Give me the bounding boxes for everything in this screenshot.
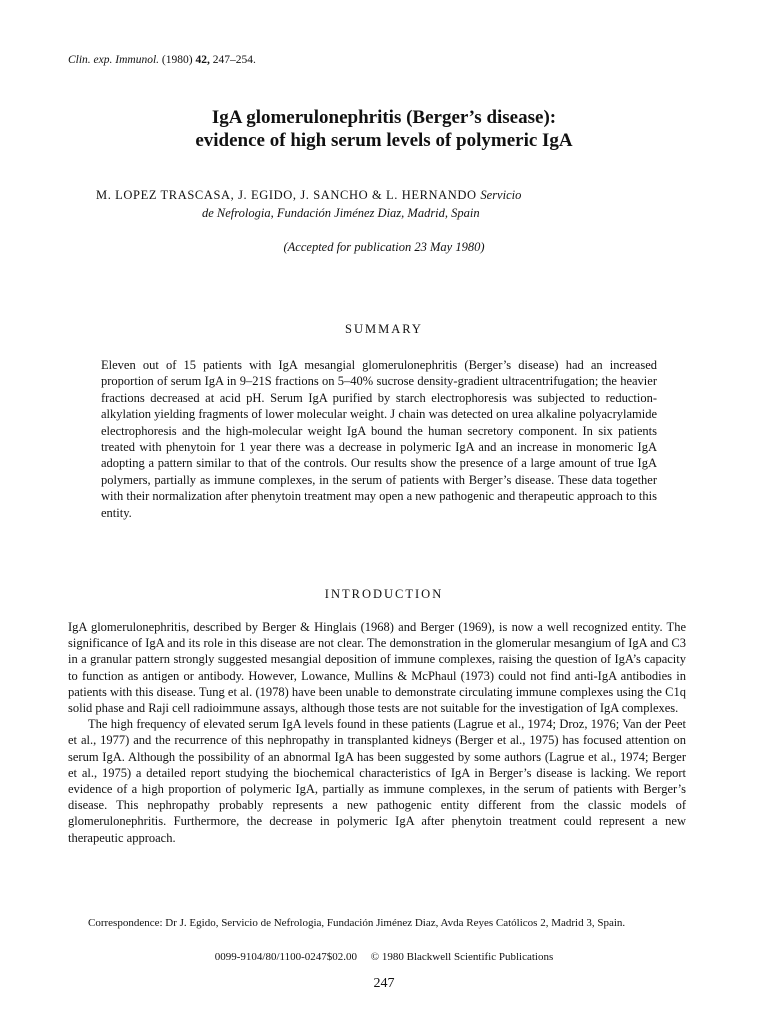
intro-paragraph-1: IgA glomerulonephritis, described by Berger & Hinglais (1968) and Berger (1969), is now a well recognized entity. The significance of IgA and its role in this disease are not clear. The demonstration in the glomerular mesangium of IgA and C3 in a granular pattern strongly suggested mesangial deposition of immune complexes, raising the question of IgA’s capacity to function as antigen or antibody. However, Lowance, Mullins & McPhaul (1973) could not find anti-IgA antibodies in patients with this disease. Tung et al. (1978) have been unable to demonstrate circulating immune complexes using the C1q solid phase and Raji cell radioimmune assays, although those tests are not suitable for the investigation of IgA complexes. xyxy=(68,620,686,716)
summary-text: Eleven out of 15 patients with IgA mesangial glomerulonephritis (Berger’s disease) had an increased proportion of serum IgA in 9–21S fractions on 5–40% sucrose density-gradient ultracentrifugation; the heavier fractions decreased at acid pH. Serum IgA purified by starch electrophoresis was subjected to reduction-alkylation yielding fragments of lower molecular weight. J chain was detected on urea alkaline polyacrylamide electrophoresis and the high-molecular weight IgA bound the human secretory component. In six patients treated with phenytoin for 1 year there was a decrease in polymeric IgA and an increase in monomeric IgA adopting a pattern similar to that of the controls. Our results show the presence of a large amount of true IgA polymers, partially as immune complexes, in the serum of patients with Berger’s disease. These data together with their normalization after phenytoin treatment may open a new pathogenic and therapeutic approach to this entity. xyxy=(101,358,657,520)
article-title xyxy=(0,106,768,152)
introduction-body xyxy=(68,619,686,846)
journal-volume: 42, xyxy=(195,54,210,66)
introduction-heading: INTRODUCTION xyxy=(324,587,444,601)
title-line-2: evidence of high serum levels of polymeric IgA xyxy=(195,130,573,151)
accepted-date: (Accepted for publication 23 May 1980) xyxy=(283,240,485,254)
publication-code-line xyxy=(0,951,768,963)
affiliation-part-2: de Nefrologia, Fundación Jiménez Diaz, Madrid, Spain xyxy=(202,206,480,220)
journal-citation xyxy=(68,54,256,66)
journal-name: Clin. exp. Immunol. xyxy=(68,54,160,66)
copyright-notice: © 1980 Blackwell Scientific Publications xyxy=(370,951,554,963)
correspondence-footnote xyxy=(68,916,686,931)
affiliation-part-1: Servicio xyxy=(480,188,522,202)
title-line-1: IgA glomerulonephritis (Berger’s disease): xyxy=(211,107,557,128)
page-number: 247 xyxy=(373,976,395,991)
author-names: M. LOPEZ TRASCASA, J. EGIDO, J. SANCHO & L. HERNANDO xyxy=(96,188,477,202)
summary-heading: SUMMARY xyxy=(345,322,423,336)
author-block xyxy=(96,186,686,222)
issn-code: 0099-9104/80/1100-0247$02.00 xyxy=(214,951,358,963)
journal-pages: 247–254. xyxy=(212,54,256,66)
correspondence-text: Correspondence: Dr J. Egido, Servicio de Nefrologia, Fundación Jiménez Diaz, Avda Reyes Católicos 2, Madrid 3, Spain. xyxy=(88,917,626,929)
intro-paragraph-2: The high frequency of elevated serum IgA levels found in these patients (Lagrue et al., 1974; Droz, 1976; Van der Peet et al., 1977) and the recurrence of this nephropathy in transplanted kidneys (Berger et al., 1975) has focused attention on serum IgA. Although the possibility of an abnormal IgA has been suggested by some authors (Lagrue et al., 1974; Berger et al., 1975) a detailed report studying the biochemical characteristics of IgA in Berger’s disease is lacking. We report evidence of a high proportion of polymeric IgA, partially as immune complexes, in the serum of patients with Berger’s disease. This nephropathy probably represents a new pathogenic entity different from the classic models of glomerulonephritis. Furthermore, the decrease in polymeric IgA after phenytoin treatment could represent a new therapeutic approach. xyxy=(68,717,686,845)
journal-year: (1980) xyxy=(161,54,193,66)
